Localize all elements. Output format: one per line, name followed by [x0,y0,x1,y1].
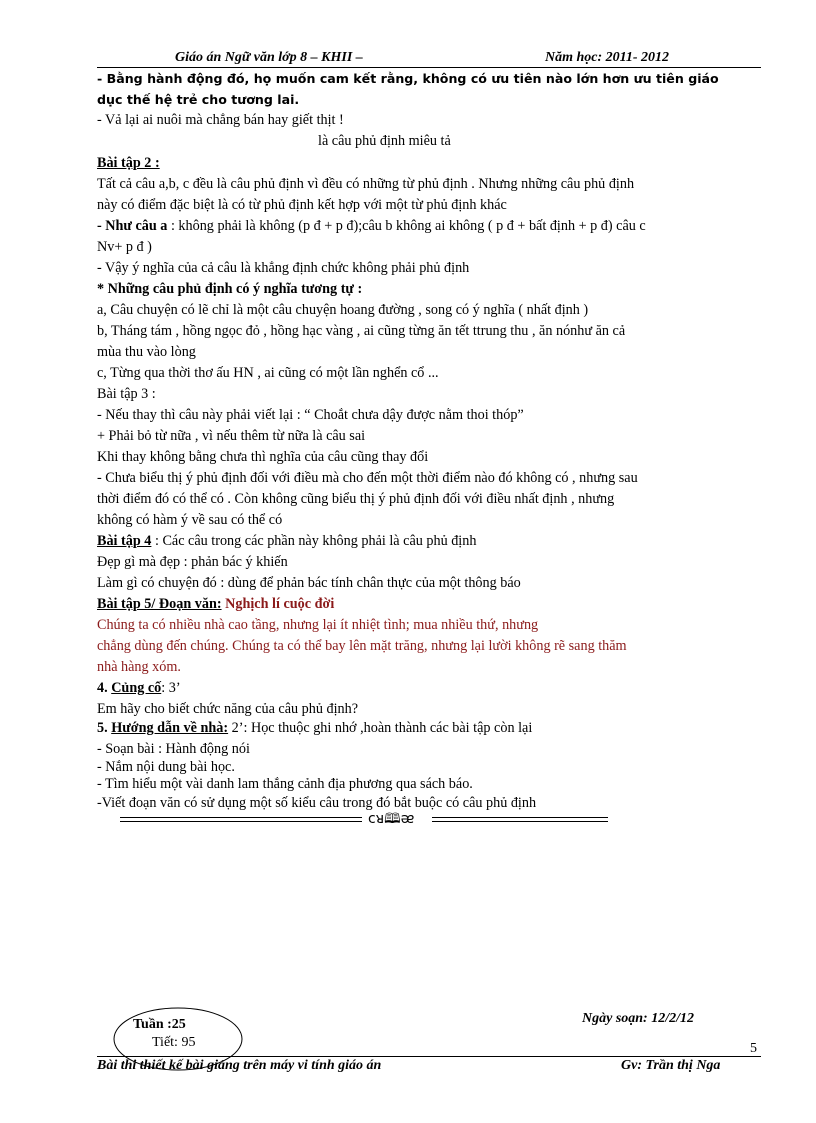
section-title-bai-tap-2: Bài tập 2 : [97,155,160,171]
text-line: Nv+ p đ ) [97,239,152,255]
text-line [97,218,758,235]
text-line [97,533,758,550]
section-title-cung-co: Củng cố [111,680,162,696]
divider-right [432,817,608,822]
footer-right: Gv: Trần thị Nga [621,1058,721,1073]
text-rest: : 3’ [161,680,181,696]
text-line: thời điểm đó có thể có . Còn không cũng biểu thị ý phủ định đối với điều nhất định , nhưng [97,491,615,507]
section-subtitle: Nghịch lí cuộc đời [221,596,335,612]
section-number: 5. [97,720,112,736]
text-line: - Vả lại ai nuôi mà chẳng bán hay giết thịt ! [97,112,344,128]
text-line: - Nếu thay thì câu này phải viết lại : “ Choắt chưa dậy được nằm thoi thóp” [97,407,524,423]
header-left: Giáo án Ngữ văn lớp 8 – KHII – [175,50,363,65]
text-line: nhà hàng xóm. [97,659,181,675]
text-line [97,720,758,737]
text-line: - Vậy ý nghĩa của cả câu là khẳng định chức không phải phủ định [97,260,470,276]
text-line: Bài tập 3 : [97,386,156,402]
page-number: 5 [750,1041,757,1056]
tuan-label: Tuần :25 [133,1017,186,1032]
text-line: là câu phủ định miêu tả [318,133,451,149]
section-number: 4. [97,680,112,696]
text-line: + Phải bỏ từ nữa , vì nếu thêm từ nữa là câu sai [97,428,366,444]
text-line: c, Từng qua thời thơ ấu HN , ai cũng có một lần nghển cổ ... [97,365,439,381]
text-line: - Nắm nội dung bài học. [97,759,235,775]
text-bold: - Như câu a [97,218,168,234]
text-line [97,596,758,613]
text-line: a, Câu chuyện có lẽ chỉ là một câu chuyện hoang đường , song có ý nghĩa ( nhất định ) [97,302,589,318]
tiet-label: Tiết: 95 [152,1035,196,1050]
text-rest: : Các câu trong các phần này không phải là câu phủ định [151,533,477,549]
text-line: b, Tháng tám , hồng ngọc đỏ , hồng hạc vàng , ai cũng từng ăn tết ttrung thu , ăn nónhư ăn cả [97,323,626,339]
section-title-huong-dan: Hướng dẫn về nhà: [111,720,229,736]
text-rest: : không phải là không (p đ + p đ);câu b không ai không ( p đ + bất định + p đ) câu c [167,218,646,234]
footer-rule [97,1056,761,1057]
divider-left [120,817,362,822]
text-line: - Soạn bài : Hành động nói [97,741,250,757]
text-line: Chúng ta có nhiều nhà cao tầng, nhưng lại ít nhiệt tình; mua nhiều thứ, nhưng [97,617,539,633]
ornament: ᴄᴚ🕮ᴂ [368,811,415,827]
header-right: Năm học: 2011- 2012 [545,50,670,65]
ngay-soan: Ngày soạn: 12/2/12 [582,1011,694,1026]
text-line: này có điểm đặc biệt là có từ phủ định kết hợp với một từ phủ định khác [97,197,507,213]
text-line: dục thế hệ trẻ cho tương lai. [97,92,300,107]
text-line [97,680,758,697]
text-rest: 2’: Học thuộc ghi nhớ ,hoàn thành các bài tập còn lại [228,720,533,736]
text-line: chẳng dùng đến chúng. Chúng ta có thể bay lên mặt trăng, nhưng lại lười không rẽ sang thăm [97,638,627,654]
text-line: Em hãy cho biết chức năng của câu phủ định? [97,701,359,717]
text-line: -Viết đoạn văn có sử dụng một số kiểu câu trong đó bắt buộc có câu phủ định [97,795,537,811]
text-line: mùa thu vào lòng [97,344,196,360]
section-title-bai-tap-4: Bài tập 4 [97,533,152,549]
text-line: không có hàm ý về sau có thể có [97,512,283,528]
text-line: Tất cả câu a,b, c đều là câu phủ định vì đều có những từ phủ định . Nhưng những câu phủ định [97,176,635,192]
header-rule [97,67,761,68]
text-line: - Bằng hành động đó, họ muốn cam kết rằng, không có ưu tiên nào lớn hơn ưu tiên giáo [97,71,719,86]
text-line: Khi thay không bằng chưa thì nghĩa của câu cũng thay đổi [97,449,429,465]
text-line: * Những câu phủ định có ý nghĩa tương tự : [97,281,363,297]
text-line: Làm gì có chuyện đó : dùng để phản bác tính chân thực của một thông báo [97,575,521,591]
text-line: Đẹp gì mà đẹp : phản bác ý khiến [97,554,288,570]
footer-left: Bài thi thiết kế bài giảng trên máy vi tính giáo án [97,1058,382,1073]
section-title-bai-tap-5: Bài tập 5/ Đoạn văn: [97,596,222,612]
text-line: - Tìm hiểu một vài danh lam thắng cảnh địa phương qua sách báo. [97,776,473,792]
text-line: - Chưa biểu thị ý phủ định đối với điều mà cho đến một thời điểm nào đó không có , nhưng sau [97,470,638,486]
